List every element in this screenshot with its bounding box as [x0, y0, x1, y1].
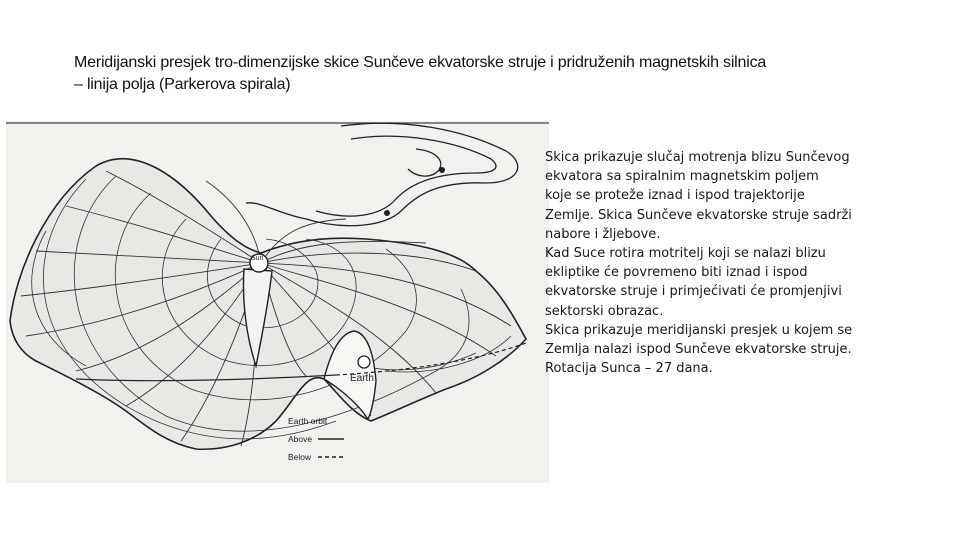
- body-line: koje se proteže iznad i ispod trajektorije: [545, 188, 805, 204]
- legend-above-label: Above: [288, 434, 313, 444]
- earth-label: Earth: [350, 373, 374, 384]
- body-line: Zemlje. Skica Sunčeve ekvatorske struje sadrži: [545, 207, 852, 223]
- body-line: ekliptike će povremeno biti iznad i ispod: [545, 265, 808, 281]
- body-line: nabore i žljebove.: [545, 226, 661, 242]
- title-line-2: – linija polja (Parkerova spirala): [74, 76, 291, 93]
- slide-title: [74, 52, 904, 96]
- orbit-legend: [288, 416, 344, 462]
- sun-label: Sun: [251, 255, 264, 262]
- earth-icon: [358, 356, 370, 368]
- spiral-marker-icon-2: [384, 210, 390, 216]
- title-line-1: Meridijanski presjek tro-dimenzijske skice Sunčeve ekvatorske struje i pridruženih magnetskih silnica: [74, 54, 767, 71]
- description-text: [545, 148, 925, 378]
- body-line: ekvatorske struje i primjećivati će promjenjivi: [545, 284, 842, 300]
- body-line: sektorski obrazac.: [545, 303, 664, 319]
- spiral-field-inset: [246, 123, 518, 225]
- body-line: Rotacija Sunca – 27 dana.: [545, 361, 713, 377]
- body-line: Zemlja nalazi ispod Sunčeve ekvatorske struje.: [545, 342, 852, 358]
- body-line: ekvatora sa spiralnim magnetskim poljem: [545, 169, 819, 185]
- body-line: Skica prikazuje slučaj motrenja blizu Sunčevog: [545, 150, 850, 165]
- spiral-marker-icon: [439, 167, 445, 173]
- current-sheet-sketch: [6, 121, 549, 483]
- legend-title: Earth orbit: [288, 416, 328, 426]
- sketch-svg: [6, 121, 549, 483]
- body-line: Kad Suce rotira motritelj koji se nalazi blizu: [545, 246, 826, 262]
- body-line: Skica prikazuje meridijanski presjek u kojem se: [545, 322, 853, 338]
- legend-below-label: Below: [288, 452, 312, 462]
